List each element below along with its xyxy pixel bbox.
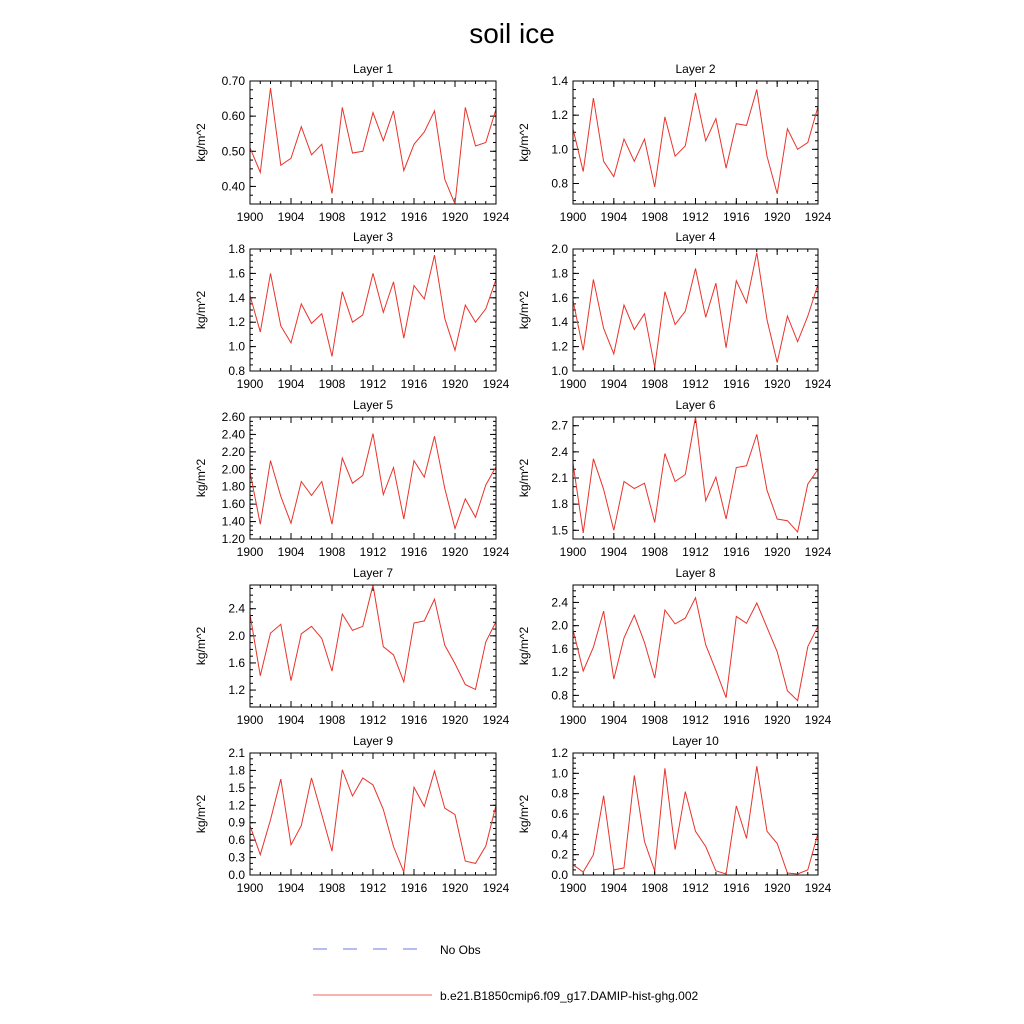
- legend: [313, 943, 698, 1003]
- y-tick-label: 0.8: [551, 786, 568, 801]
- y-tick-label: 1.4: [551, 315, 568, 330]
- x-tick-label: 1916: [400, 545, 428, 559]
- y-axis-label: kg/m^2: [517, 458, 531, 498]
- x-tick-label: 1916: [722, 210, 750, 224]
- x-tick-label: 1908: [641, 210, 669, 224]
- chart-panel-5: [194, 398, 510, 559]
- y-tick-label: 0.50: [221, 144, 245, 159]
- x-tick-label: 1924: [804, 545, 832, 559]
- x-tick-label: 1900: [236, 545, 264, 559]
- x-tick-label: 1908: [318, 713, 346, 727]
- y-tick-label: 1.40: [221, 514, 245, 529]
- y-tick-label: 2.20: [221, 444, 245, 459]
- y-tick-label: 2.0: [551, 242, 568, 256]
- y-tick-label: 0.2: [551, 847, 568, 862]
- y-tick-label: 2.1: [228, 746, 245, 760]
- y-axis-label: kg/m^2: [194, 626, 208, 666]
- series-line: [573, 253, 818, 368]
- y-axis-label: kg/m^2: [194, 794, 208, 834]
- y-tick-label: 0.6: [551, 807, 568, 821]
- y-tick-label: 0.60: [221, 109, 245, 124]
- chart-panel-4: [517, 230, 832, 391]
- legend-label-model: b.e21.B1850cmip6.f09_g17.DAMIP-hist-ghg.002: [440, 989, 699, 1003]
- y-tick-label: 0.8: [228, 364, 245, 378]
- y-tick-label: 0.3: [228, 850, 245, 865]
- x-tick-label: 1916: [400, 881, 428, 895]
- chart-panel-9: [194, 734, 510, 895]
- panel-title: Layer 2: [675, 62, 716, 76]
- plot-frame: [250, 753, 496, 875]
- x-tick-label: 1900: [559, 210, 587, 224]
- x-tick-label: 1900: [559, 713, 587, 727]
- y-tick-label: 0.8: [551, 176, 568, 191]
- x-tick-label: 1916: [400, 713, 428, 727]
- y-tick-label: 1.8: [551, 266, 568, 281]
- x-tick-label: 1916: [400, 377, 428, 391]
- y-axis-label: kg/m^2: [194, 458, 208, 498]
- x-tick-label: 1900: [559, 377, 587, 391]
- panel-title: Layer 8: [675, 566, 716, 580]
- chart-panel-2: [517, 62, 832, 224]
- x-tick-label: 1920: [763, 377, 791, 391]
- x-tick-label: 1916: [722, 713, 750, 727]
- series-line: [250, 88, 496, 204]
- y-tick-label: 1.6: [551, 641, 568, 656]
- x-tick-label: 1924: [482, 713, 510, 727]
- panel-title: Layer 3: [352, 230, 394, 244]
- x-tick-label: 1908: [318, 210, 346, 224]
- y-tick-label: 1.2: [228, 315, 245, 330]
- y-tick-label: 1.2: [551, 108, 568, 123]
- x-tick-label: 1904: [277, 713, 305, 727]
- chart-panel-6: [517, 398, 832, 559]
- x-tick-label: 1912: [359, 713, 387, 727]
- x-tick-label: 1900: [559, 881, 587, 895]
- y-tick-label: 0.6: [228, 833, 245, 848]
- x-tick-label: 1904: [277, 881, 305, 895]
- x-tick-label: 1924: [482, 210, 510, 224]
- y-tick-label: 1.5: [551, 523, 568, 538]
- y-tick-label: 1.2: [551, 665, 568, 680]
- x-tick-label: 1924: [482, 545, 510, 559]
- x-tick-label: 1912: [359, 545, 387, 559]
- plot-frame: [250, 81, 496, 204]
- x-tick-label: 1920: [441, 881, 469, 895]
- y-tick-label: 1.8: [228, 242, 245, 256]
- y-tick-label: 1.0: [551, 142, 568, 157]
- y-tick-label: 1.6: [228, 266, 245, 281]
- y-tick-label: 0.70: [221, 74, 245, 88]
- x-tick-label: 1924: [804, 881, 832, 895]
- series-line: [250, 434, 496, 529]
- x-tick-label: 1912: [359, 377, 387, 391]
- y-axis-label: kg/m^2: [194, 123, 208, 162]
- y-tick-label: 2.4: [551, 444, 568, 459]
- series-line: [250, 770, 496, 872]
- y-tick-label: 1.0: [228, 339, 245, 354]
- y-tick-label: 2.7: [551, 418, 568, 433]
- chart-panel-1: [194, 62, 510, 224]
- x-tick-label: 1916: [722, 881, 750, 895]
- panel-title: Layer 1: [352, 62, 394, 76]
- y-tick-label: 2.00: [221, 462, 245, 477]
- x-tick-label: 1908: [641, 713, 669, 727]
- y-tick-label: 0.4: [551, 827, 568, 842]
- y-tick-label: 2.0: [551, 618, 568, 633]
- y-tick-label: 1.0: [551, 766, 568, 781]
- y-tick-label: 1.80: [221, 479, 245, 494]
- series-line: [250, 585, 496, 689]
- y-tick-label: 1.20: [221, 532, 245, 546]
- y-axis-label: kg/m^2: [194, 290, 208, 330]
- x-tick-label: 1912: [682, 713, 709, 727]
- x-tick-label: 1904: [600, 210, 628, 224]
- x-tick-label: 1912: [359, 210, 387, 224]
- legend-label-no-obs: No Obs: [440, 943, 481, 957]
- x-tick-label: 1916: [722, 377, 750, 391]
- y-tick-label: 0.9: [228, 815, 245, 830]
- y-tick-label: 1.8: [228, 763, 245, 778]
- x-tick-label: 1924: [804, 713, 832, 727]
- x-tick-label: 1900: [559, 545, 587, 559]
- y-tick-label: 2.60: [221, 410, 245, 424]
- x-tick-label: 1904: [600, 377, 628, 391]
- y-axis-label: kg/m^2: [517, 794, 531, 834]
- x-tick-label: 1900: [236, 713, 264, 727]
- chart-panel-10: [517, 734, 832, 895]
- x-tick-label: 1920: [441, 545, 469, 559]
- series-line: [250, 255, 496, 356]
- y-tick-label: 2.1: [551, 471, 568, 485]
- x-tick-label: 1916: [400, 210, 428, 224]
- plot-frame: [250, 249, 496, 371]
- x-tick-label: 1920: [763, 881, 791, 895]
- y-tick-label: 1.4: [228, 290, 245, 305]
- y-tick-label: 2.4: [228, 601, 245, 616]
- y-tick-label: 1.2: [551, 746, 568, 760]
- x-tick-label: 1908: [318, 881, 346, 895]
- panel-title: Layer 6: [675, 398, 716, 412]
- x-tick-label: 1924: [482, 881, 510, 895]
- chart-panel-3: [194, 230, 510, 391]
- x-tick-label: 1912: [682, 210, 709, 224]
- panel-title: Layer 4: [675, 230, 716, 244]
- x-tick-label: 1920: [763, 210, 791, 224]
- plot-frame: [250, 585, 496, 707]
- x-tick-label: 1912: [682, 881, 709, 895]
- x-tick-label: 1920: [763, 545, 791, 559]
- y-tick-label: 1.5: [228, 780, 245, 795]
- panels-group: [194, 62, 832, 895]
- y-tick-label: 1.4: [551, 74, 568, 88]
- x-tick-label: 1908: [641, 545, 669, 559]
- y-tick-label: 1.6: [551, 290, 568, 305]
- chart-panel-8: [517, 566, 832, 727]
- x-tick-label: 1924: [804, 210, 832, 224]
- panel-title: Layer 10: [672, 734, 719, 748]
- y-tick-label: 2.0: [228, 628, 245, 643]
- x-tick-label: 1904: [277, 377, 305, 391]
- x-tick-label: 1900: [236, 210, 264, 224]
- y-tick-label: 0.8: [551, 688, 568, 703]
- x-tick-label: 1920: [441, 713, 469, 727]
- x-tick-label: 1904: [600, 545, 628, 559]
- y-axis-label: kg/m^2: [517, 123, 531, 162]
- y-tick-label: 1.8: [551, 497, 568, 512]
- x-tick-label: 1908: [318, 545, 346, 559]
- x-tick-label: 1912: [682, 377, 709, 391]
- x-tick-label: 1904: [277, 210, 305, 224]
- x-tick-label: 1912: [682, 545, 709, 559]
- x-tick-label: 1920: [763, 713, 791, 727]
- x-tick-label: 1908: [641, 377, 669, 391]
- plot-frame: [573, 585, 818, 707]
- y-tick-label: 1.2: [551, 339, 568, 354]
- x-tick-label: 1900: [236, 881, 264, 895]
- y-tick-label: 1.2: [228, 683, 245, 698]
- figure-title: soil ice: [469, 18, 555, 49]
- series-line: [573, 417, 818, 533]
- plot-frame: [573, 81, 818, 204]
- chart-panel-7: [194, 566, 510, 727]
- x-tick-label: 1916: [722, 545, 750, 559]
- plot-frame: [573, 417, 818, 539]
- series-line: [573, 90, 818, 194]
- y-tick-label: 0.40: [221, 179, 245, 194]
- x-tick-label: 1904: [600, 881, 628, 895]
- y-tick-label: 1.2: [228, 798, 245, 813]
- x-tick-label: 1904: [277, 545, 305, 559]
- y-tick-label: 0.0: [551, 868, 568, 882]
- x-tick-label: 1900: [236, 377, 264, 391]
- x-tick-label: 1924: [804, 377, 832, 391]
- plot-frame: [573, 249, 818, 371]
- series-line: [573, 598, 818, 701]
- x-tick-label: 1908: [641, 881, 669, 895]
- y-tick-label: 2.4: [551, 595, 568, 610]
- panel-title: Layer 9: [352, 734, 394, 748]
- x-tick-label: 1920: [441, 210, 469, 224]
- x-tick-label: 1908: [318, 377, 346, 391]
- y-axis-label: kg/m^2: [517, 626, 531, 666]
- x-tick-label: 1904: [600, 713, 628, 727]
- series-line: [573, 766, 818, 874]
- y-tick-label: 1.0: [551, 364, 568, 378]
- y-tick-label: 1.6: [228, 655, 245, 670]
- x-tick-label: 1920: [441, 377, 469, 391]
- y-axis-label: kg/m^2: [517, 290, 531, 330]
- x-tick-label: 1912: [359, 881, 387, 895]
- panel-title: Layer 7: [352, 566, 394, 580]
- y-tick-label: 1.60: [221, 497, 245, 512]
- panel-title: Layer 5: [352, 398, 394, 412]
- x-tick-label: 1924: [482, 377, 510, 391]
- y-tick-label: 0.0: [228, 868, 245, 882]
- y-tick-label: 2.40: [221, 427, 245, 442]
